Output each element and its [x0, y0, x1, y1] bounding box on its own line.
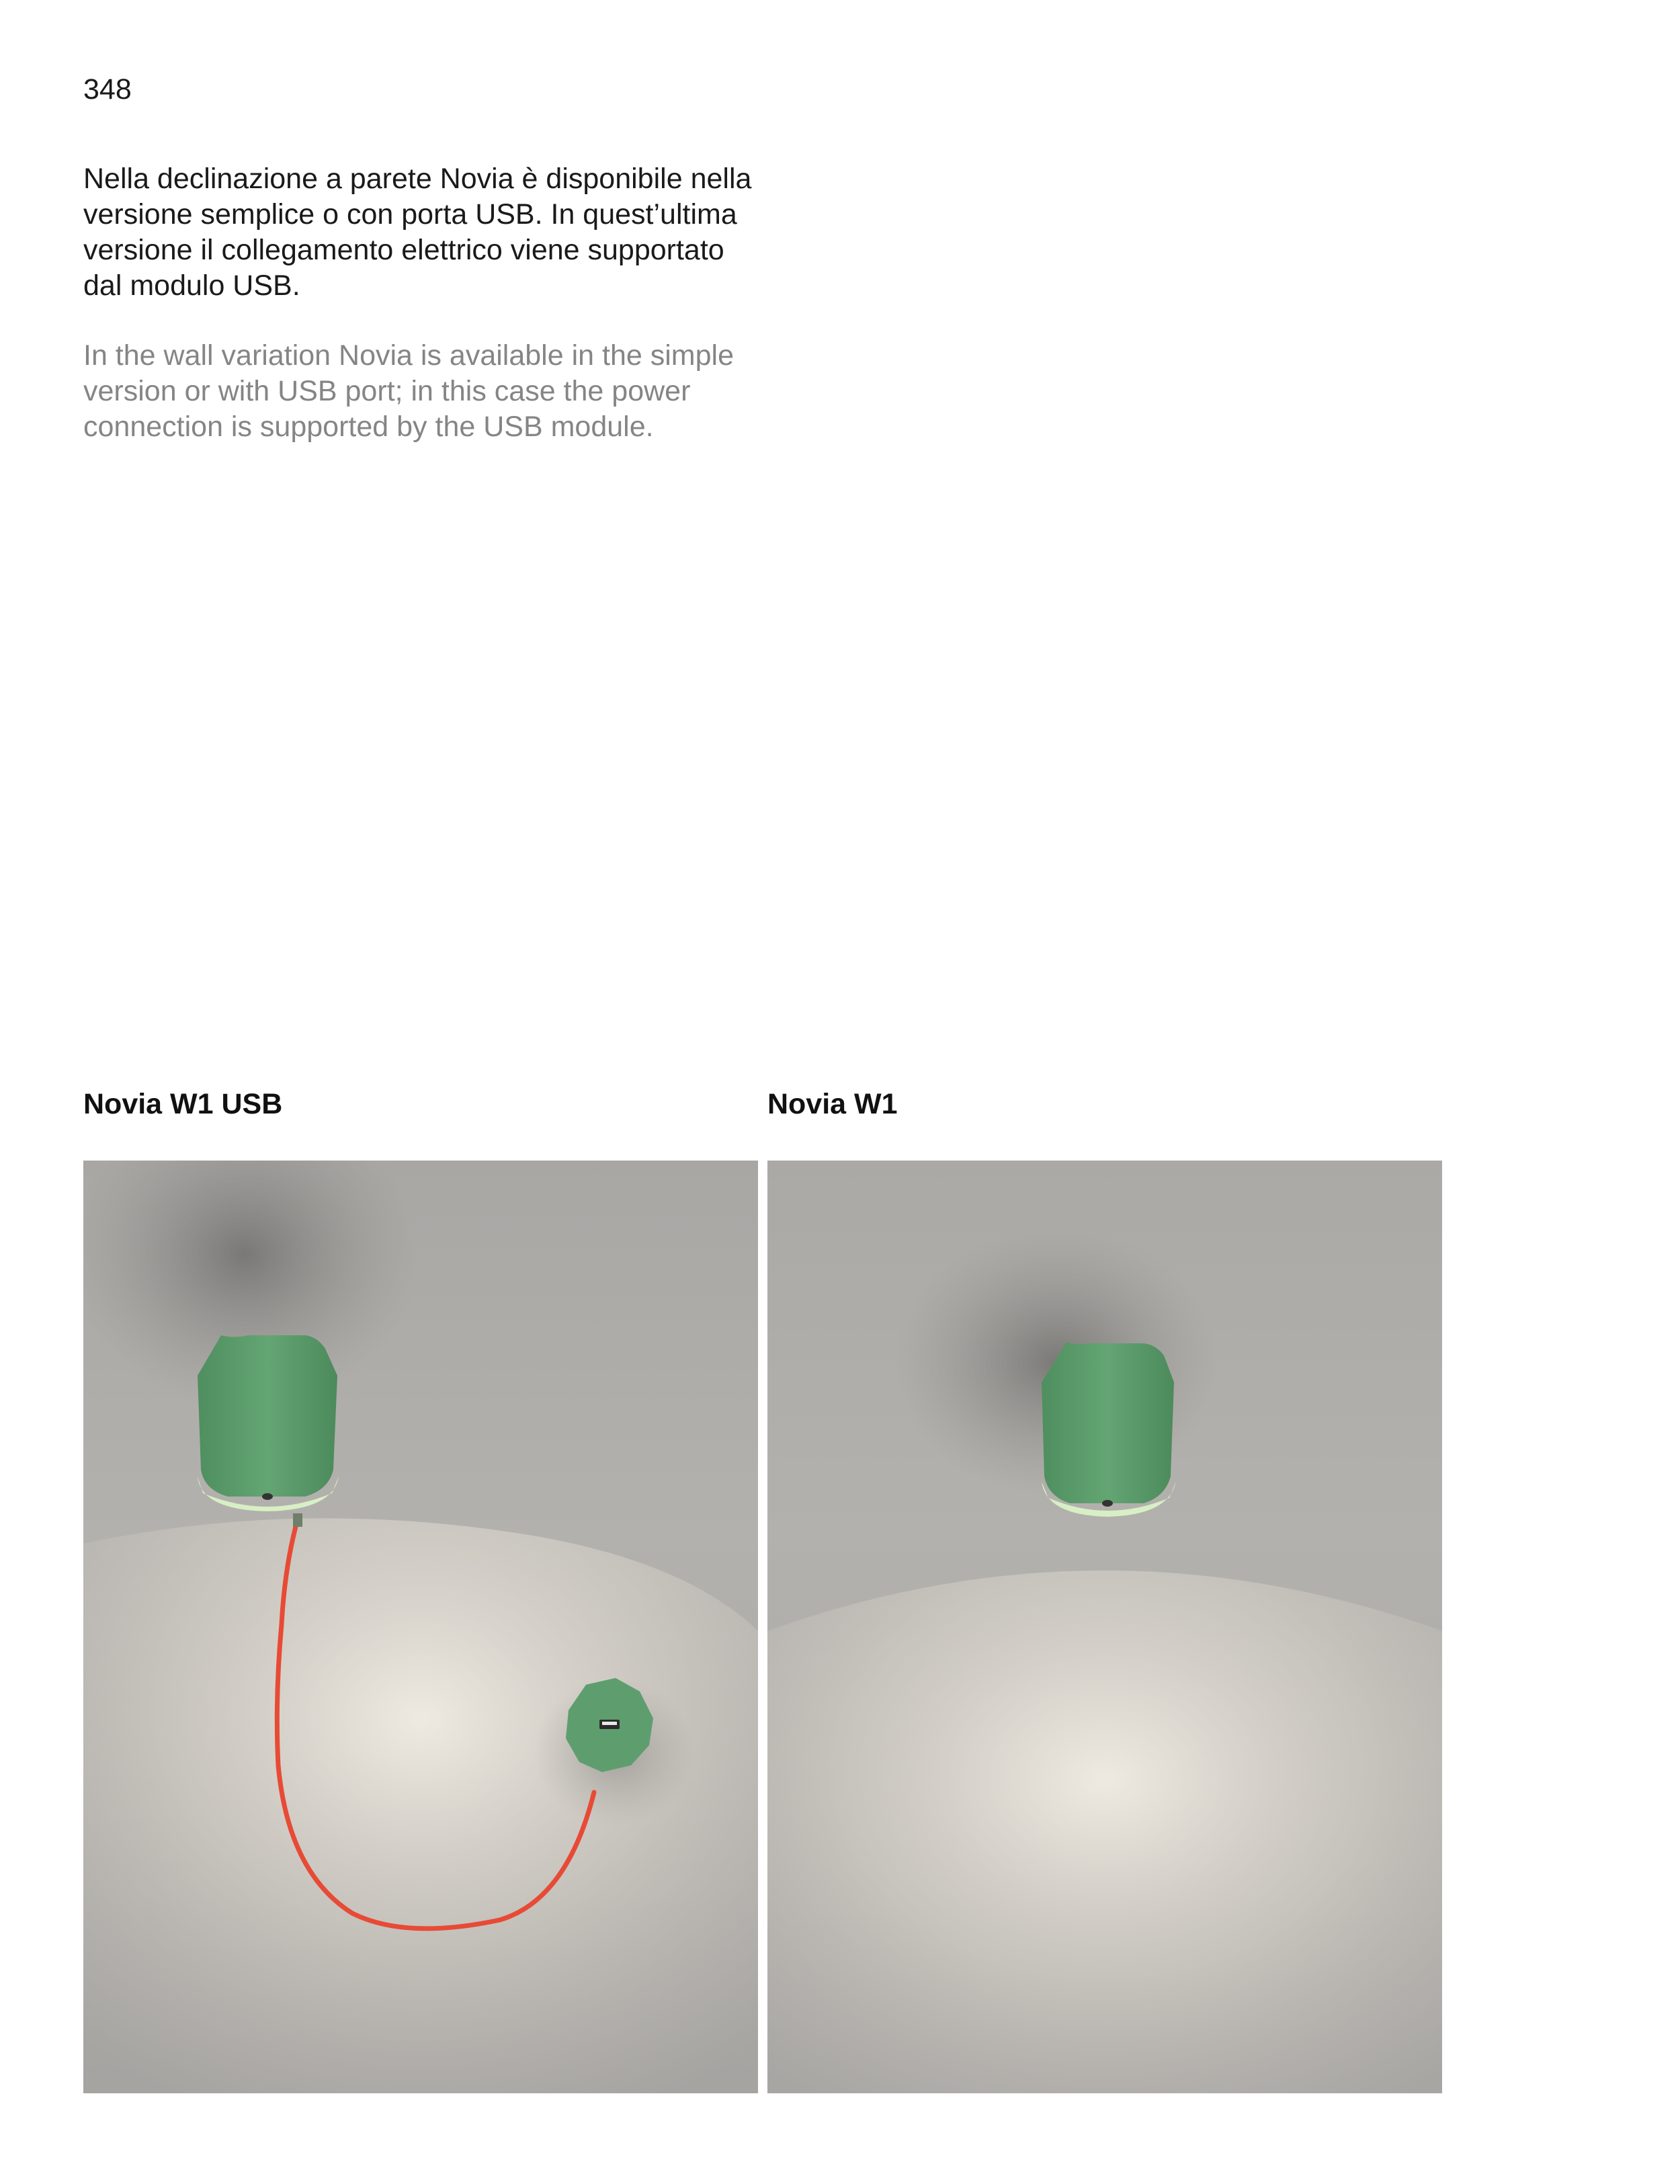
- product-photo-usb: [83, 1161, 758, 2093]
- lamp-shade-icon: [198, 1335, 339, 1511]
- product-photo-simple: [767, 1161, 1442, 2093]
- product-title-simple: Novia W1: [767, 1088, 898, 1120]
- intro-text-english: In the wall variation Novia is available in the simple version or with USB port; in this case the power connection is supported by the USB module.: [83, 339, 734, 443]
- lamp-shade-icon: [1042, 1342, 1176, 1517]
- intro-text-italian: Nella declinazione a parete Novia è disponibile nella versione semplice o con porta USB. In quest’ultima versione il collegamento elettrico viene supportato dal modulo USB.: [83, 163, 752, 302]
- product-title-usb: Novia W1 USB: [83, 1088, 283, 1120]
- page-number: 348: [83, 73, 132, 106]
